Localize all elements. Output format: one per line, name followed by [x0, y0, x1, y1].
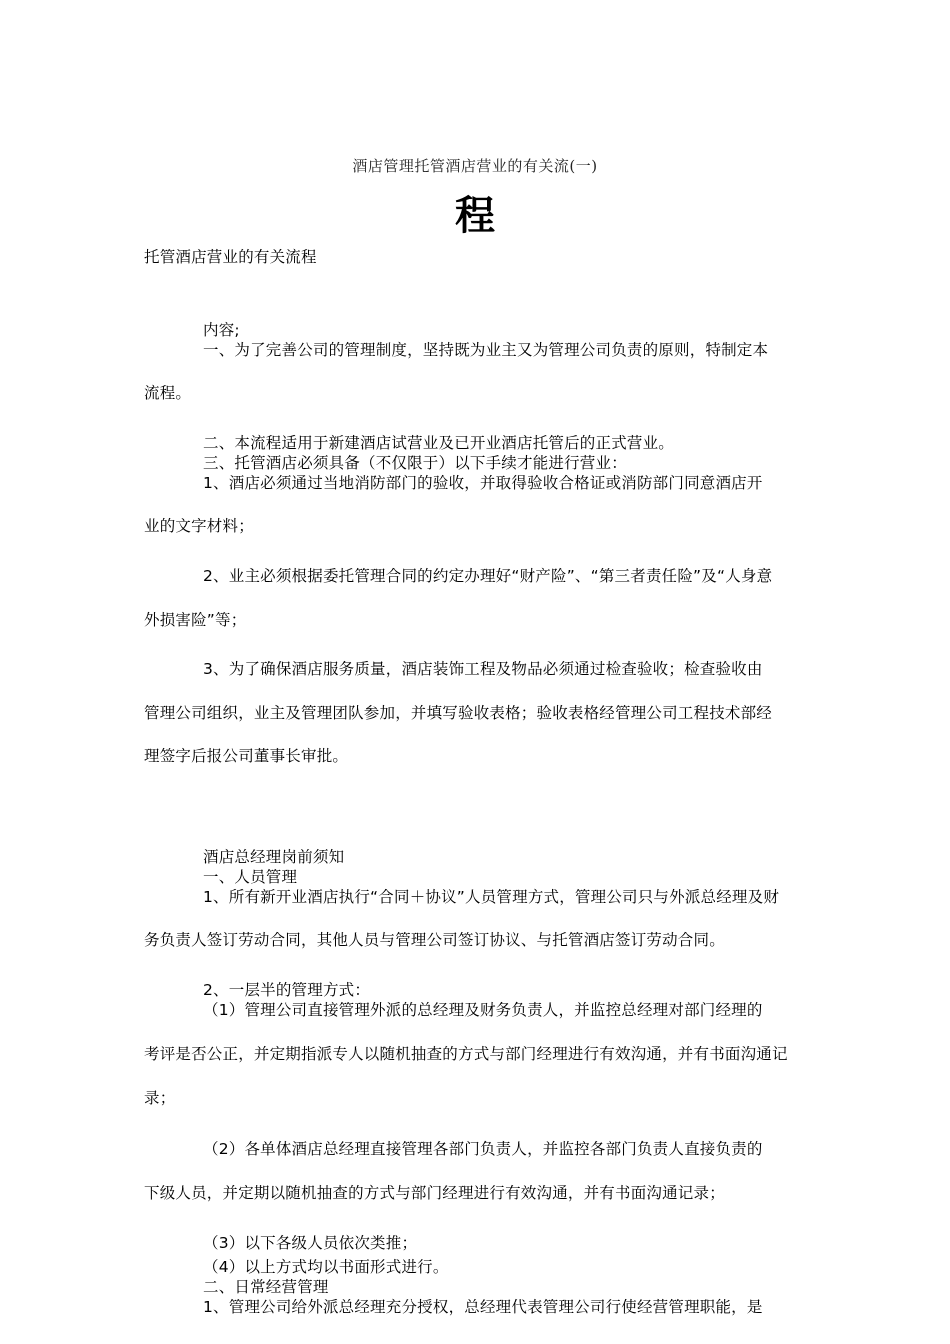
paragraph-line: 二、本流程适用于新建酒店试营业及已开业酒店托管后的正式营业。 — [203, 434, 675, 452]
paragraph-line: 内容; — [203, 321, 240, 339]
document-title-line2: 程 — [455, 193, 495, 239]
paragraph-line: 2、业主必须根据委托管理合同的约定办理好“财产险”、“第三者责任险”及“人身意 — [203, 567, 773, 585]
paragraph-line: （4）以上方式均以书面形式进行。 — [203, 1258, 449, 1276]
paragraph-line: 2、一层半的管理方式： — [203, 981, 371, 999]
section-heading: 酒店总经理岗前须知 — [203, 848, 345, 866]
paragraph-line: 流程。 — [144, 384, 192, 402]
paragraph-line: 1、酒店必须通过当地消防部门的验收，并取得验收合格证或消防部门同意酒店开 — [203, 474, 763, 492]
paragraph-line: 1、所有新开业酒店执行“合同＋协议”人员管理方式，管理公司只与外派总经理及财 — [203, 888, 780, 906]
paragraph-line: 3、为了确保酒店服务质量，酒店装饰工程及物品必须通过检查验收；检查验收由 — [203, 660, 763, 678]
paragraph-line: 录； — [144, 1089, 176, 1107]
paragraph-line: 一、为了完善公司的管理制度，坚持既为业主又为管理公司负责的原则，特制定本 — [203, 341, 769, 359]
paragraph-line: 下级人员，并定期以随机抽查的方式与部门经理进行有效沟通，并有书面沟通记录； — [144, 1184, 725, 1202]
section-heading: 一、人员管理 — [203, 868, 298, 886]
document-title-line1: 酒店管理托管酒店营业的有关流(一) — [352, 157, 598, 175]
paragraph-line: 理签字后报公司董事长审批。 — [144, 747, 349, 765]
paragraph-line: 考评是否公正，并定期指派专人以随机抽查的方式与部门经理进行有效沟通，并有书面沟通记 — [144, 1045, 788, 1063]
section-heading: 二、日常经营管理 — [203, 1278, 329, 1296]
paragraph-line: （3）以下各级人员依次类推； — [203, 1234, 418, 1252]
paragraph-line: 三、托管酒店必须具备（不仅限于）以下手续才能进行营业： — [203, 454, 627, 472]
paragraph-line: 业的文字材料； — [144, 517, 254, 535]
document-subtitle: 托管酒店营业的有关流程 — [144, 248, 317, 266]
paragraph-line: （1）管理公司直接管理外派的总经理及财务负责人，并监控总经理对部门经理的 — [203, 1001, 763, 1019]
paragraph-line: （2）各单体酒店总经理直接管理各部门负责人，并监控各部门负责人直接负责的 — [203, 1140, 763, 1158]
paragraph-line: 务负责人签订劳动合同，其他人员与管理公司签订协议、与托管酒店签订劳动合同。 — [144, 931, 725, 949]
paragraph-line: 外损害险”等； — [144, 611, 247, 629]
paragraph-line: 1、管理公司给外派总经理充分授权，总经理代表管理公司行使经营管理职能，是 — [203, 1298, 763, 1316]
paragraph-line: 管理公司组织，业主及管理团队参加，并填写验收表格；验收表格经管理公司工程技术部经 — [144, 704, 773, 722]
